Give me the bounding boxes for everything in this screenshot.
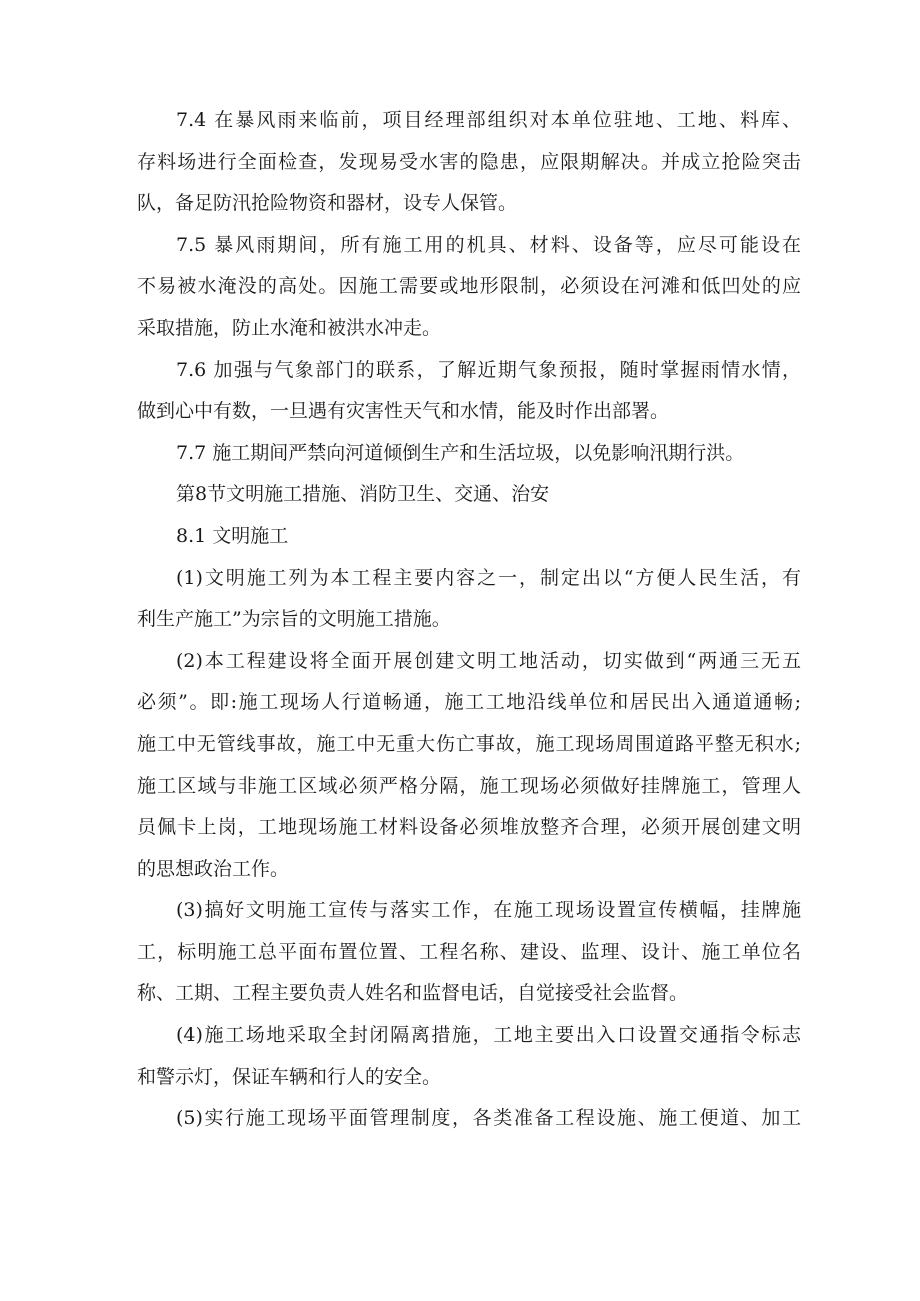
text-line: (4)施工场地采取全封闭隔离措施，工地主要出入口设置交通指令标志: [176, 1024, 801, 1047]
text-line: 工，标明施工总平面布置位置、工程名称、建设、监理、设计、施工单位名: [137, 940, 801, 963]
body-text: [137, 100, 801, 1140]
text-line: 做到心中有数，一旦遇有灾害性天气和水情，能及时作出部署。: [137, 400, 670, 423]
text-line: 存料场进行全面检查，发现易受水害的隐患，应限期解决。并成立抢险突击: [137, 150, 801, 173]
text-line: (1)文明施工列为本工程主要内容之一，制定出以“方便人民生活，有: [176, 566, 801, 589]
text-line: 队，备足防汛抢险物资和器材，设专人保管。: [137, 192, 518, 215]
text-line: (2)本工程建设将全面开展创建文明工地活动，切实做到“两通三无五: [176, 649, 801, 672]
text-line: 员佩卡上岗，工地现场施工材料设备必须堆放整齐合理，必须开展创建文明: [137, 816, 801, 839]
section-heading: 第8节文明施工措施、消防卫生、交通、治安: [176, 483, 550, 506]
text-line: 不易被水淹没的高处。因施工需要或地形限制，必须设在河滩和低凹处的应: [137, 275, 801, 298]
text-line: 施工区域与非施工区域必须严格分隔，施工现场必须做好挂牌施工，管理人: [137, 774, 801, 797]
text-line: 7.7 施工期间严禁向河道倾倒生产和生活垃圾，以免影响汛期行洪。: [176, 441, 745, 464]
text-line: (5)实行施工现场平面管理制度，各类准备工程设施、施工便道、加工: [176, 1107, 801, 1130]
text-line: 采取措施，防止水淹和被洪水冲走。: [137, 316, 442, 339]
text-line: 的思想政治工作。: [137, 857, 290, 880]
text-line: 和警示灯，保证车辆和行人的安全。: [137, 1065, 442, 1088]
text-line: (3)搞好文明施工宣传与落实工作，在施工现场设置宣传横幅，挂牌施: [176, 899, 801, 922]
text-line: 施工中无管线事故，施工中无重大伤亡事故，施工现场周围道路平整无积水;: [137, 732, 801, 755]
text-line: 利生产施工”为宗旨的文明施工措施。: [137, 608, 451, 631]
text-line: 7.5 暴风雨期间，所有施工用的机具、材料、设备等，应尽可能设在: [176, 233, 801, 256]
text-line: 必须”。即:施工现场人行道畅通，施工工地沿线单位和居民出入通道通畅;: [137, 691, 801, 714]
text-line: 7.4 在暴风雨来临前，项目经理部组织对本单位驻地、工地、料库、: [176, 109, 801, 131]
text-line: 称、工期、工程主要负责人姓名和监督电话，自觉接受社会监督。: [137, 982, 689, 1005]
subsection-heading: 8.1 文明施工: [176, 524, 289, 547]
text-line: 7.6 加强与气象部门的联系，了解近期气象预报，随时掌握雨情水情，: [176, 358, 801, 381]
